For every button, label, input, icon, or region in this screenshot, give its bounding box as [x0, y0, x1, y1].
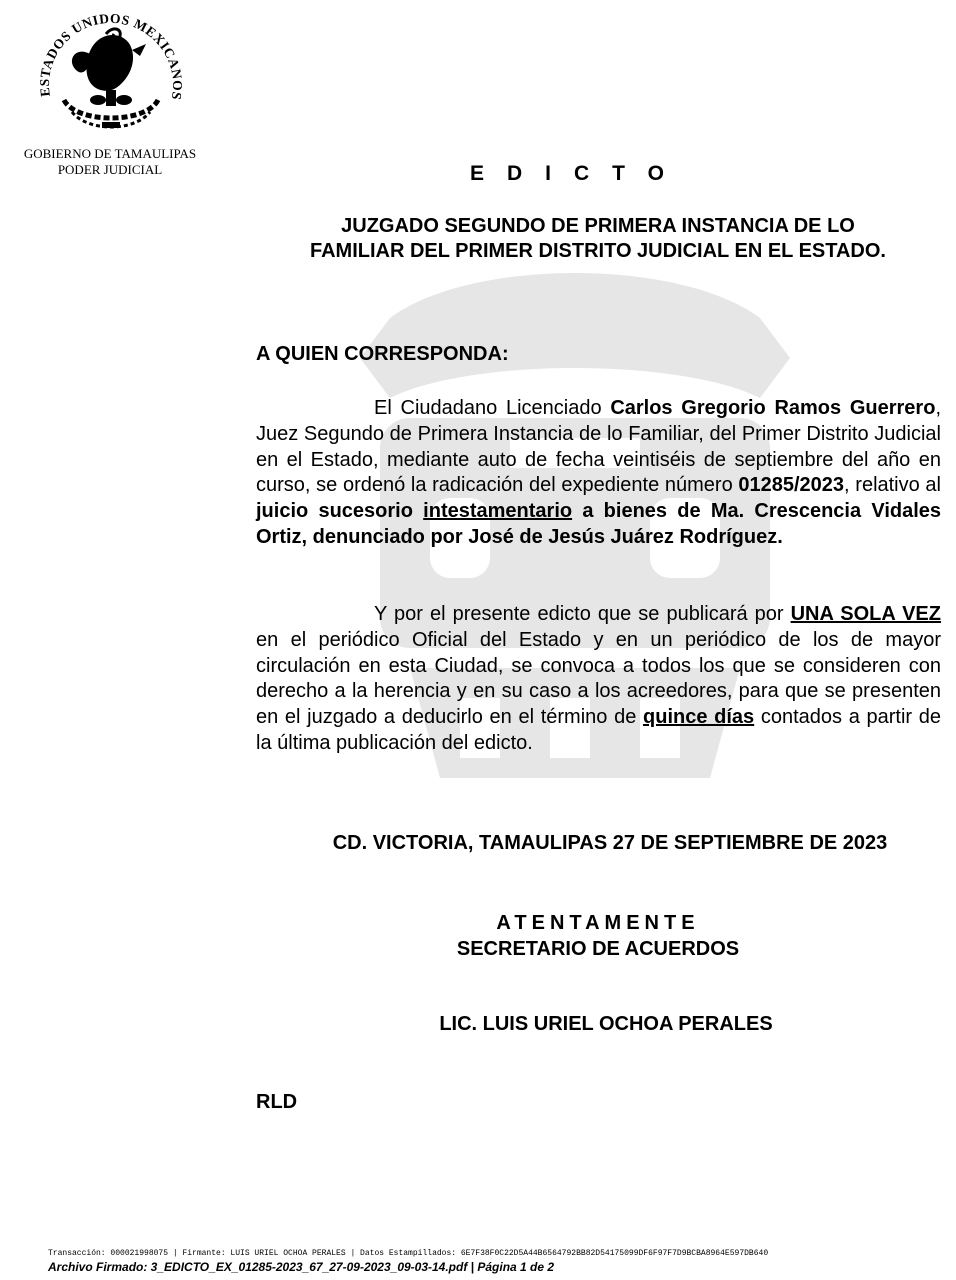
p1-text-4: a bienes de Ma. Crescencia Vidales Ortiz, denunciado por José de Jesús Juárez Rodríguez.: [256, 500, 942, 548]
publication-frequency: UNA SOLA VEZ: [790, 603, 941, 625]
case-type-b: intestamentario: [423, 500, 573, 523]
court-line-1: JUZGADO SEGUNDO DE PRIMERA INSTANCIA DE LO: [341, 215, 855, 237]
signer-role: SECRETARIO DE ACUERDOS: [456, 938, 740, 960]
case-number: 01285/2023: [738, 474, 845, 497]
signed-file-info: Archivo Firmado: 3_EDICTO_EX_01285-2023_67_27-09-2023_09-03-14.pdf | Página 1 de 2: [48, 1260, 555, 1274]
case-type-a: juicio sucesorio: [256, 500, 413, 523]
signature-block: [256, 910, 940, 962]
addressee-heading: A QUIEN CORRESPONDA:: [256, 343, 509, 365]
signer-name: LIC. LUIS URIEL OCHOA PERALES: [439, 1013, 773, 1035]
typist-initials: RLD: [256, 1091, 298, 1113]
mexican-coat-of-arms-seal: [36, 4, 186, 140]
government-name: GOBIERNO DE TAMAULIPAS: [23, 146, 197, 161]
p2-text-3: contados a partir de la última publicación del edicto.: [256, 706, 941, 754]
seal-legend: ESTADOS UNIDOS MEXICANOS: [36, 10, 186, 102]
paragraph-1: [256, 396, 941, 551]
document-title: EDICTO: [470, 162, 687, 185]
term-period: quince días: [643, 706, 755, 729]
p2-text-2: en el periódico Oficial del Estado y en un periódico de los de mayor circulación en esta Ciudad, se convoca a todos los que se consideren con derecho a la herencia y en su caso a los acreedores, para que se presenten en el juzgado a deducirlo en el término de: [256, 628, 941, 729]
paragraph-2: [256, 602, 941, 757]
p1-text-2: , Juez Segundo de Primera Instancia de lo Familiar, del Primer Distrito Judicial en el Estado, mediante auto de fecha veintiséis de septiembre del año en curso, se ordenó la radicación del expediente número: [256, 397, 941, 497]
judge-name: Carlos Gregorio Ramos Guerrero: [610, 397, 936, 419]
p2-text-1: Y por el presente edicto que se publicará por: [374, 603, 791, 625]
closing-word: ATENTAMENTE: [496, 912, 700, 934]
signature-metadata: Transacción: 000021998075 | Firmante: LUIS URIEL OCHOA PERALES | Datos Estampillados: 6E7F38F0C22D5A44B6564792BB82D54175099DF6F97F7D9BCBA8964E597DB640: [48, 1249, 769, 1258]
issuer-block: [10, 146, 210, 178]
p1-text-3: , relativo al: [844, 474, 941, 497]
court-heading: [256, 214, 940, 264]
place-and-date: CD. VICTORIA, TAMAULIPAS 27 DE SEPTIEMBRE DE 2023: [332, 832, 888, 854]
p1-text-1: El Ciudadano Licenciado: [374, 397, 611, 419]
court-line-2: FAMILIAR DEL PRIMER DISTRITO JUDICIAL EN EL ESTADO.: [310, 240, 886, 262]
judiciary-name: PODER JUDICIAL: [57, 162, 163, 177]
